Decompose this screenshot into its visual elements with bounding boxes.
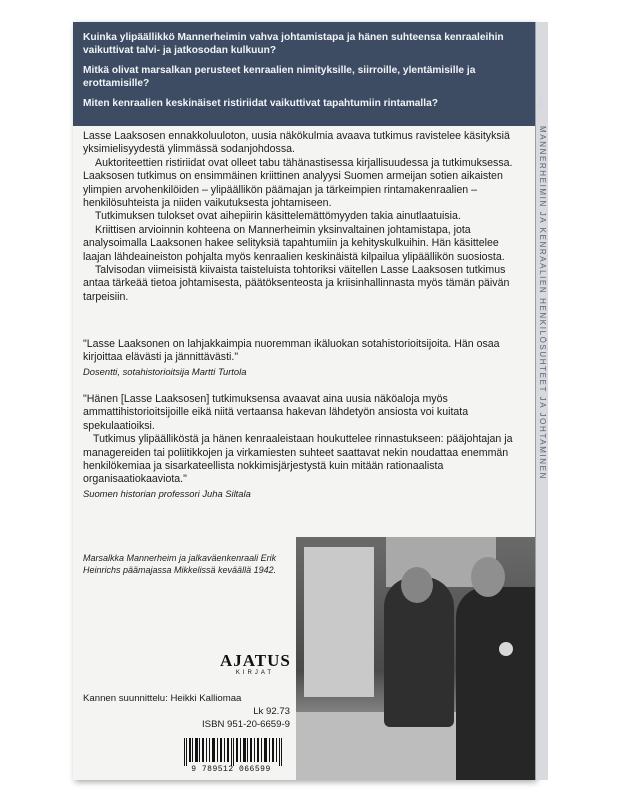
photo-figure-mannerheim bbox=[456, 587, 535, 780]
book-back-cover bbox=[73, 22, 547, 780]
historical-photo bbox=[296, 537, 535, 780]
isbn: ISBN 951-20-6659-9 bbox=[202, 719, 290, 730]
review-quote-1-attribution: Dosentti, sotahistorioitsija Martti Turtola bbox=[83, 365, 247, 377]
blurb bbox=[83, 130, 528, 304]
review-quote-1-text: "Lasse Laaksonen on lahjakkaimpia nuoremman ikäluokan sotahistorioitsijoita. Hän osaa kirjoittaa elävästi ja jännittävästi." bbox=[83, 338, 500, 364]
photo-head-1 bbox=[401, 567, 433, 603]
cover-design-credit: Kannen suunnittelu: Heikki Kalliomaa bbox=[83, 693, 242, 704]
publisher-name: AJATUS bbox=[220, 651, 291, 670]
spine-title: MANNERHEIMIN JA KENRAALIEN HENKILÖSUHTEET JA JOHTAMINEN bbox=[538, 126, 547, 480]
photo-wall-map bbox=[304, 547, 374, 697]
question-3: Miten kenraalien keskinäiset ristiriidat vaikuttivat tapahtumiin rintamalla? bbox=[83, 98, 438, 109]
blurb-paragraph-1: Lasse Laaksosen ennakkoluuloton, uusia näkökulmia avaava tutkimus ravistelee käsityksiä yksimielisyydestä ylimmässä sodanjohdossa. bbox=[83, 130, 510, 156]
blurb-paragraph-3: Tutkimuksen tulokset ovat aihepiirin käsittelemättömyyden takia ainutlaatuisia. bbox=[95, 210, 461, 223]
question-band bbox=[73, 22, 535, 126]
publisher-logo bbox=[220, 652, 290, 677]
review-quote-2-attribution: Suomen historian professori Juha Siltala bbox=[83, 487, 251, 499]
blurb-paragraph-5: Talvisodan viimeisistä kiivaista taisteluista tohtoriksi väitellen Lasse Laaksosen tutkimus antaa tärkeää tietoa johtamisesta, päätöksenteosta ja kriisinhallinnasta myös tämän päivän tarpeisiin. bbox=[83, 264, 510, 303]
blurb-paragraph-4: Kriittisen arvioinnin kohteena on Mannerheimin yksinvaltainen johtamistapa, jota analysoimalla Laaksonen hakee selityksiä tapahtumiin ja kehityskulkuihin. Hän käsittelee laajan lähdeaineiston pohjalta myös kenraalien keskinäistä kilpailua ylipäällikön suosiosta. bbox=[83, 223, 505, 263]
publisher-sub: KIRJAT bbox=[235, 670, 275, 676]
review-quote-1 bbox=[83, 338, 528, 378]
review-quote-2-text-2: Tutkimus ylipäälliköstä ja hänen kenraaleistaan houkuttelee rinnastukseen: pääjohtajan ja managereiden tai poliitikkojen ja virkamiesten suhteet saattavat nekin noudattaa enemmän henkilökemiaa ja sisarkateellista nokkimisjärjestystä kuin mitään rationaalista organisaatiokaaviota." bbox=[83, 433, 513, 486]
review-quote-2 bbox=[83, 393, 528, 500]
spine-author: Laas bbox=[537, 92, 544, 108]
barcode-bars bbox=[184, 738, 284, 766]
photo-caption: Marsalkka Mannerheim ja jalkaväenkenraali Erik Heinrichs päämajassa Mikkelissä keväällä 1942. bbox=[83, 553, 277, 575]
question-1: Kuinka ylipäällikkö Mannerheimin vahva johtamistapa ja hänen suhteensa kenraaleihin vaikuttivat talvi- ja jatkosodan kulkuun? bbox=[83, 32, 504, 56]
question-2: Mitkä olivat marsalkan perusteet kenraalien nimityksille, siirroille, ylentämisille ja erottamisille? bbox=[83, 65, 476, 89]
barcode bbox=[174, 736, 288, 776]
barcode-number: 9 789512 066599 bbox=[191, 765, 271, 774]
book-metadata bbox=[83, 692, 290, 731]
review-quote-2-text-1: "Hänen [Lasse Laaksosen] tutkimuksensa avaavat aina uusia näköaloja myös ammattihistorioitsijoille eikä niitä vertaansa hakevan lähdetyön ansiosta voi kuitata spekulaatioiksi. bbox=[83, 393, 469, 432]
photo-badge bbox=[499, 642, 513, 656]
classification: Lk 92.73 bbox=[253, 706, 290, 717]
photo-head-2 bbox=[471, 557, 505, 597]
blurb-paragraph-2: Auktoriteettien ristiriidat ovat olleet tabu tähänastisessa kirjallisuudessa ja tutkimuksessa. Laaksosen tutkimus on ensimmäinen kriittinen analyysi Suomen armeijan sotien aikaisten ylimpien arvohenkilöiden – ylipäällikön päämajan ja tärkeimpien rintamakenraalien – henkilösuhteista ja niiden vaikutuksesta johtamiseen. bbox=[83, 156, 513, 210]
